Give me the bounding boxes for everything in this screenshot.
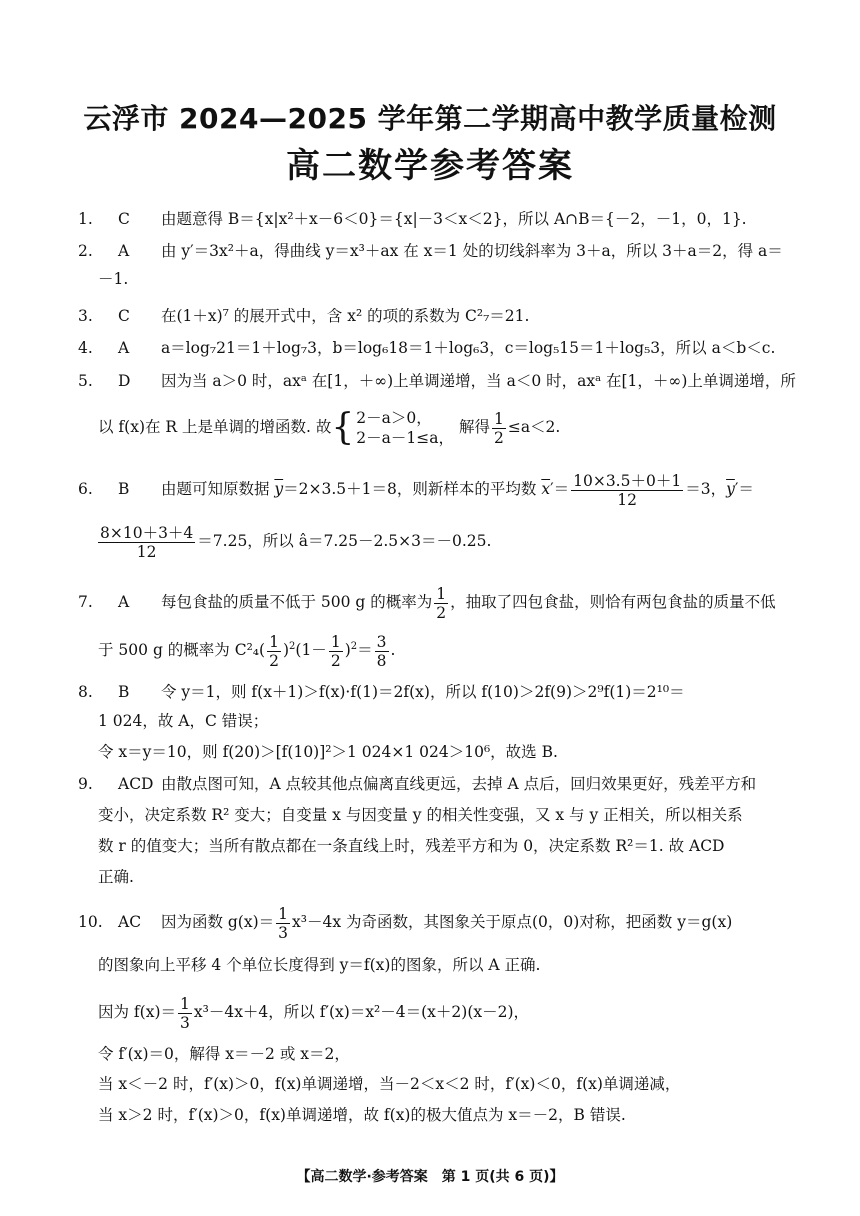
- answer-choice: A: [118, 593, 130, 611]
- answer-item-2-cont: －1.: [98, 270, 129, 288]
- answer-choice: D: [118, 372, 131, 390]
- answer-item-9-cont: 变小，决定系数 R² 变大；自变量 x 与因变量 y 的相关性变强，又 x 与 y 正相关，所以相关系: [98, 806, 743, 824]
- answer-item-10: 10. AC 因为函数 g(x)＝ $\frac{1}{3}$ x³－4x 为奇函数，其图象关于原点(0，0)对称，把函数 y＝g(x): [98, 900, 800, 944]
- answer-choice: B: [118, 480, 130, 498]
- exam-title: 云浮市 2024—2025 学年第二学期高中教学质量检测: [83, 102, 777, 135]
- answer-item-9-cont2: 数 r 的值变大；当所有散点都在一条直线上时，残差平方和为 0，决定系数 R²＝1. 故 ACD: [98, 837, 725, 855]
- answer-item-5: 5. D 因为当 a＞0 时，axᵃ 在[1，＋∞)上单调递增，当 a＜0 时，axᵃ 在[1，＋∞)上单调递增，所: [78, 372, 796, 390]
- answer-item-10-cont3: 令 f′(x)＝0，解得 x＝－2 或 x＝2，: [98, 1045, 350, 1063]
- answer-item-6: 6. B 由题可知原数据 $\overline{y}=2\times 3.5+1=8$，则新样本的平均数 $\overline{x}'=$ $\frac{10\times 3.5+0+1}{12}$ ＝3，$\overline{y}'=$: [98, 467, 800, 511]
- answer-item-3: 3. C 在(1＋x)⁷ 的展开式中，含 x² 的项的系数为 C²₇＝21.: [78, 307, 530, 325]
- answer-choice: A: [118, 339, 130, 357]
- answer-item-10-cont2: 因为 f(x)＝ $\frac{1}{3}$ x³－4x＋4，所以 f′(x)＝x²－4＝(x＋2)(x－2)，: [98, 994, 530, 1032]
- answer-item-10-cont5: 当 x＞2 时，f′(x)＞0，f(x)单调递增，故 f(x)的极大值点为 x＝－2，B 错误.: [98, 1106, 626, 1124]
- fraction: $\frac{10\times 3.5+0+1}{12}$: [573, 471, 682, 509]
- fraction: $\frac{8\times 10+3+4}{12}$: [100, 523, 194, 561]
- answer-choice: C: [118, 210, 130, 228]
- fraction: $\frac{3}{8}$: [376, 632, 387, 670]
- answer-explanation: 由题意得 B＝{x|x²＋x－6＜0}＝{x|－3＜x＜2}，所以 A∩B＝{－2，－1，0，1}.: [160, 210, 747, 228]
- answer-choice: B: [118, 683, 130, 701]
- answer-item-8-cont2: 令 x＝y＝10，则 f(20)＞[f(10)]²＞1 024×1 024＞10⁶，故选 B.: [98, 743, 558, 761]
- fraction: $\frac{1}{2}$: [493, 409, 504, 447]
- answer-item-6-cont: $\frac{8\times 10+3+4}{12}$ ＝7.25，所以 â＝7.25－2.5×3＝－0.25.: [100, 523, 492, 561]
- inequality-system: 2－a＞0， 2－a－1≤a，: [356, 409, 454, 447]
- answer-item-9-cont3: 正确.: [98, 868, 134, 886]
- answer-explanation: a＝log₇21＝1＋log₇3，b＝log₆18＝1＋log₆3，c＝log₅15＝1＋log₅3，所以 a＜b＜c.: [160, 339, 776, 357]
- fraction: $\frac{1}{2}$: [269, 632, 279, 670]
- answer-item-2: 2. A 由 y′＝3x²＋a，得曲线 y＝x³＋ax 在 x＝1 处的切线斜率为 3＋a，所以 3＋a＝2，得 a＝: [78, 242, 783, 260]
- answer-item-5-cont: 以 f(x)在 R 上是单调的增函数. 故{ 2－a＞0， 2－a－1≤a， 解得 $\frac{1}{2}$ ≤a＜2.: [98, 407, 561, 448]
- fraction: $\frac{1}{2}$: [330, 632, 341, 670]
- answer-item-9: 9. ACD 由散点图可知，A 点较其他点偏离直线更远，去掉 A 点后，回归效果更好，残差平方和: [78, 775, 757, 793]
- answer-choice: AC: [118, 913, 142, 931]
- answer-item-7: 7. A 每包食盐的质量不低于 500 g 的概率为 $\frac{1}{2}$ ，抽取了四包食盐，则恰有两包食盐的质量不低: [98, 580, 800, 624]
- answer-choice: C: [118, 307, 130, 325]
- fraction: $\frac{1}{3}$: [278, 904, 288, 942]
- answer-choice: A: [118, 242, 130, 260]
- fraction: $\frac{1}{3}$: [180, 994, 190, 1032]
- answer-item-10-cont: 的图象向上平移 4 个单位长度得到 y＝f(x)的图象，所以 A 正确.: [98, 956, 541, 974]
- page-footer: 【高二数学·参考答案 第 1 页(共 6 页)】: [296, 1169, 564, 1185]
- answer-item-8: 8. B 令 y＝1，则 f(x＋1)＞f(x)·f(1)＝2f(x)，所以 f(10)＞2f(9)＞2⁹f(1)＝2¹⁰＝: [78, 683, 685, 701]
- answer-explanation: 因为当 a＞0 时，axᵃ 在[1，＋∞)上单调递增，当 a＜0 时，axᵃ 在[1，＋∞)上单调递增，所: [160, 372, 796, 390]
- fraction: $\frac{1}{2}$: [436, 584, 447, 622]
- answer-explanation: 由 y′＝3x²＋a，得曲线 y＝x³＋ax 在 x＝1 处的切线斜率为 3＋a，所以 3＋a＝2，得 a＝: [160, 242, 783, 260]
- answer-item-4: 4. A a＝log₇21＝1＋log₇3，b＝log₆18＝1＋log₆3，c＝log₅15＝1＋log₅3，所以 a＜b＜c.: [78, 339, 776, 357]
- answer-item-10-cont4: 当 x＜－2 时，f′(x)＞0，f(x)单调递增，当－2＜x＜2 时，f′(x)＜0，f(x)单调递减，: [98, 1075, 681, 1093]
- answer-item-7-cont: 于 500 g 的概率为 C²₄( $\frac{1}{2}$ )$^2$(1－ $\frac{1}{2}$ )$^2$＝ $\frac{3}{8}$ .: [98, 632, 396, 670]
- answer-key-title: 高二数学参考答案: [286, 146, 574, 186]
- answer-item-1: 1. C 由题意得 B＝{x|x²＋x－6＜0}＝{x|－3＜x＜2}，所以 A∩B＝{－2，－1，0，1}.: [78, 210, 747, 228]
- answer-item-8-cont: 1 024，故 A，C 错误；: [98, 712, 269, 730]
- left-brace-icon: {: [331, 407, 355, 448]
- answer-explanation: 在(1＋x)⁷ 的展开式中，含 x² 的项的系数为 C²₇＝21.: [160, 307, 530, 325]
- answer-choice: ACD: [118, 775, 154, 793]
